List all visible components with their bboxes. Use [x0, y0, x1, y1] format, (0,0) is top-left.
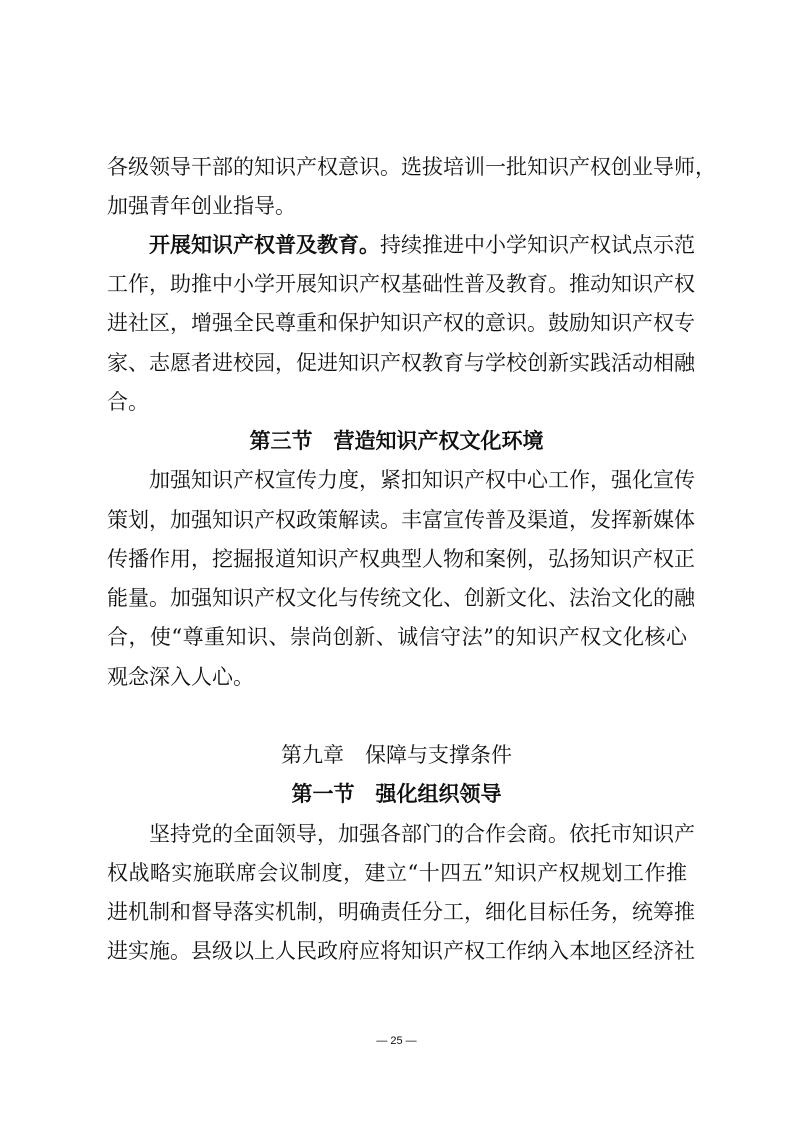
paragraph-1-line-1: 各级领导干部的知识产权意识。选拔培训一批知识产权创业导师，	[107, 155, 716, 179]
section-1-title: 第一节 强化组织领导	[291, 781, 502, 806]
paragraph-1-line-2: 加强青年创业指导。	[107, 194, 296, 218]
section-3-title: 第三节 营造知识产权文化环境	[249, 428, 544, 453]
paragraph-4-line-3: 进机制和督导落实机制，明确责任分工，细化目标任务，统筹推	[107, 900, 695, 924]
page-number: — 25 —	[376, 1035, 417, 1047]
paragraph-2-line-1	[149, 232, 695, 258]
paragraph-4-line-1: 坚持党的全面领导，加强各部门的合作会商。依托市知识产	[149, 822, 695, 846]
paragraph-3-line-5: 合，使“尊重知识、崇尚创新、诚信守法”的知识产权文化核心	[107, 625, 687, 649]
paragraph-2-line-1-rest: 持续推进中小学知识产权试点示范	[380, 233, 695, 257]
paragraph-2-line-2: 工作，助推中小学开展知识产权基础性普及教育。推动知识产权	[107, 272, 695, 296]
paragraph-4-line-2: 权战略实施联席会议制度，建立“十四五”知识产权规划工作推	[107, 861, 687, 885]
paragraph-3-line-6: 观念深入人心。	[107, 665, 254, 689]
paragraph-3-line-3: 传播作用，挖掘报道知识产权典型人物和案例，弘扬知识产权正	[107, 547, 695, 571]
paragraph-2-lead: 开展知识产权普及教育。	[149, 232, 380, 257]
paragraph-4-line-4: 进实施。县级以上人民政府应将知识产权工作纳入本地区经济社	[107, 939, 695, 963]
paragraph-3-line-1: 加强知识产权宣传力度，紧扣知识产权中心工作，强化宣传	[149, 468, 695, 492]
chapter-9-title: 第九章 保障与支撑条件	[281, 743, 512, 767]
paragraph-2-line-3: 进社区，增强全民尊重和保护知识产权的意识。鼓励知识产权专	[107, 311, 695, 335]
paragraph-3-line-2: 策划，加强知识产权政策解读。丰富宣传普及渠道，发挥新媒体	[107, 508, 695, 532]
paragraph-2-line-4: 家、志愿者进校园，促进知识产权教育与学校创新实践活动相融	[107, 351, 695, 375]
paragraph-3-line-4: 能量。加强知识产权文化与传统文化、创新文化、法治文化的融	[107, 586, 695, 610]
paragraph-2-line-5: 合。	[107, 390, 149, 414]
